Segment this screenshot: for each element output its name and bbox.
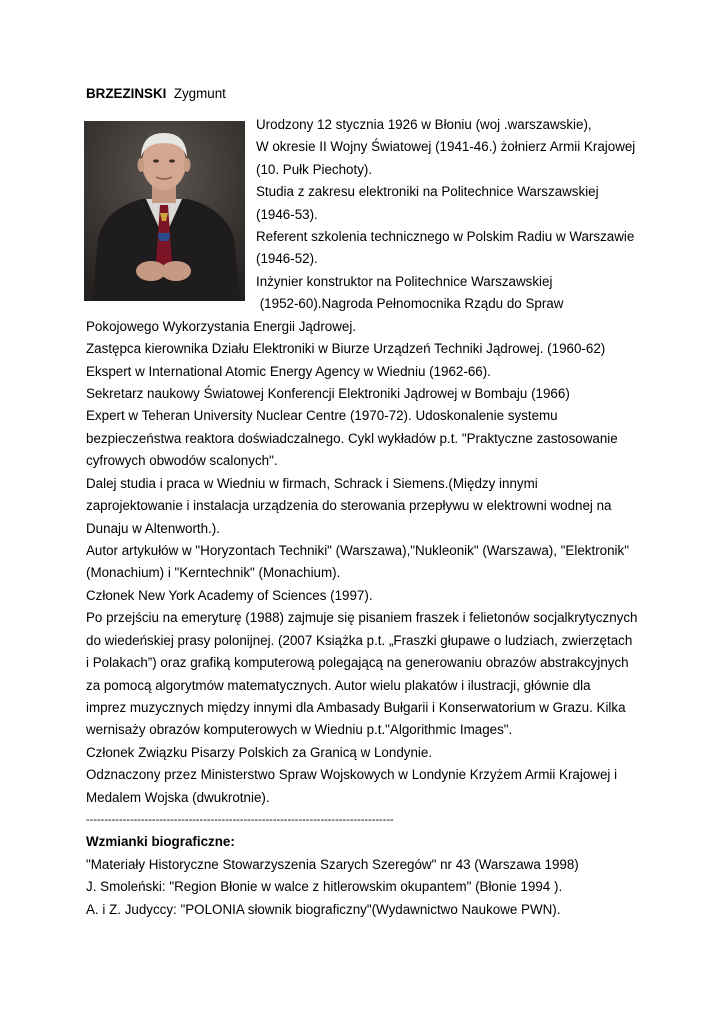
bio-line: zaprojektowanie i instalacja urządzenia do sterowania przepływu w elektrowni wodnej na: [86, 498, 612, 513]
bio-line: W okresie II Wojny Światowej (1941-46.) żołnierz Armii Krajowej: [256, 139, 636, 154]
bio-line: Inżynier konstruktor na Politechnice Warszawskiej: [256, 274, 553, 289]
bio-line: Odznaczony przez Ministerstwo Spraw Wojskowych w Londynie Krzyżem Armii Krajowej i: [86, 767, 618, 782]
bio-line: Po przejściu na emeryturę (1988) zajmuje się pisaniem fraszek i felietonów socjalkrytycznych: [86, 610, 638, 625]
bio-line: bezpieczeństwa reaktora doświadczalnego. Cykl wykładów p.t. "Praktyczne zastosowanie: [86, 431, 618, 446]
surname: BRZEZINSKI: [86, 86, 167, 101]
bio-line: Referent szkolenia technicznego w Polskim Radiu w Warszawie: [256, 229, 635, 244]
bio-line: Zastępca kierownika Działu Elektroniki w Biurze Urządzeń Techniki Jądrowej. (1960-62): [86, 341, 606, 356]
mention-item: J. Smoleński: "Region Błonie w walce z hitlerowskim okupantem" (Błonie 1994 ).: [86, 879, 563, 894]
bio-line: wernisaży obrazów komputerowych w Wiedniu p.t."Algorithmic Images".: [86, 722, 513, 737]
bio-line: Autor artykułów w "Horyzontach Techniki" (Warszawa),"Nukleonik" (Warszawa), "Elektronik": [86, 543, 629, 558]
mention-item: "Materiały Historyczne Stowarzyszenia Szarych Szeregów" nr 43 (Warszawa 1998): [86, 857, 579, 872]
bio-line: Członek Związku Pisarzy Polskich za Granicą w Londynie.: [86, 745, 433, 760]
dashed-separator: ------------------------------------------------------------------------------------: [86, 814, 394, 826]
bio-line: za pomocą algorytmów matematycznych. Autor wielu plakatów i ilustracji, głównie dla: [86, 678, 591, 693]
bio-line: (1946-52).: [256, 251, 318, 266]
portrait-photo: [84, 121, 245, 301]
given-name: Zygmunt: [173, 86, 226, 101]
mention-item: A. i Z. Judyccy: "POLONIA słownik biograficzny"(Wydawnictwo Naukowe PWN).: [86, 902, 561, 917]
bio-line: Medalem Wojska (dwukrotnie).: [86, 790, 270, 805]
bio-line: Ekspert w International Atomic Energy Agency w Wiedniu (1962-66).: [86, 364, 491, 379]
person-name-heading: [86, 86, 226, 102]
bio-line: Członek New York Academy of Sciences (1997).: [86, 588, 373, 603]
bio-line: cyfrowych obwodów scalonych".: [86, 453, 278, 468]
bio-line: Dalej studia i praca w Wiedniu w firmach, Schrack i Siemens.(Między innymi: [86, 476, 538, 491]
bio-line: Pokojowego Wykorzystania Energii Jądrowej.: [86, 319, 357, 334]
bio-line: (1952-60).Nagroda Pełnomocnika Rządu do Spraw: [256, 296, 564, 311]
bio-line: (1946-53).: [256, 207, 318, 222]
bio-line: Dunaju w Altenworth.).: [86, 521, 220, 536]
bio-line: (10. Pułk Piechoty).: [256, 162, 373, 177]
bio-line: Sekretarz naukowy Światowej Konferencji Elektroniki Jądrowej w Bombaju (1966): [86, 386, 570, 401]
bio-line: (Monachium) i "Kerntechnik" (Monachium).: [86, 565, 341, 580]
bio-line: Expert w Teheran University Nuclear Centre (1970-72). Udoskonalenie systemu: [86, 408, 558, 423]
bio-line: do wiedeńskiej prasy polonijnej. (2007 Książka p.t. „Fraszki głupawe o ludziach, zwierzętach: [86, 633, 633, 648]
bio-line: imprez muzycznych między innymi dla Ambasady Bułgarii i Konserwatorium w Grazu. Kilka: [86, 700, 626, 715]
mentions-heading: Wzmianki biograficzne:: [86, 834, 235, 849]
bio-line: Urodzony 12 stycznia 1926 w Błoniu (woj .warszawskie),: [256, 117, 592, 132]
bio-line: i Polakach”) oraz grafiką komputerową polegającą na generowaniu obrazów abstrakcyjnych: [86, 655, 629, 670]
bio-line: Studia z zakresu elektroniki na Politechnice Warszawskiej: [256, 184, 599, 199]
